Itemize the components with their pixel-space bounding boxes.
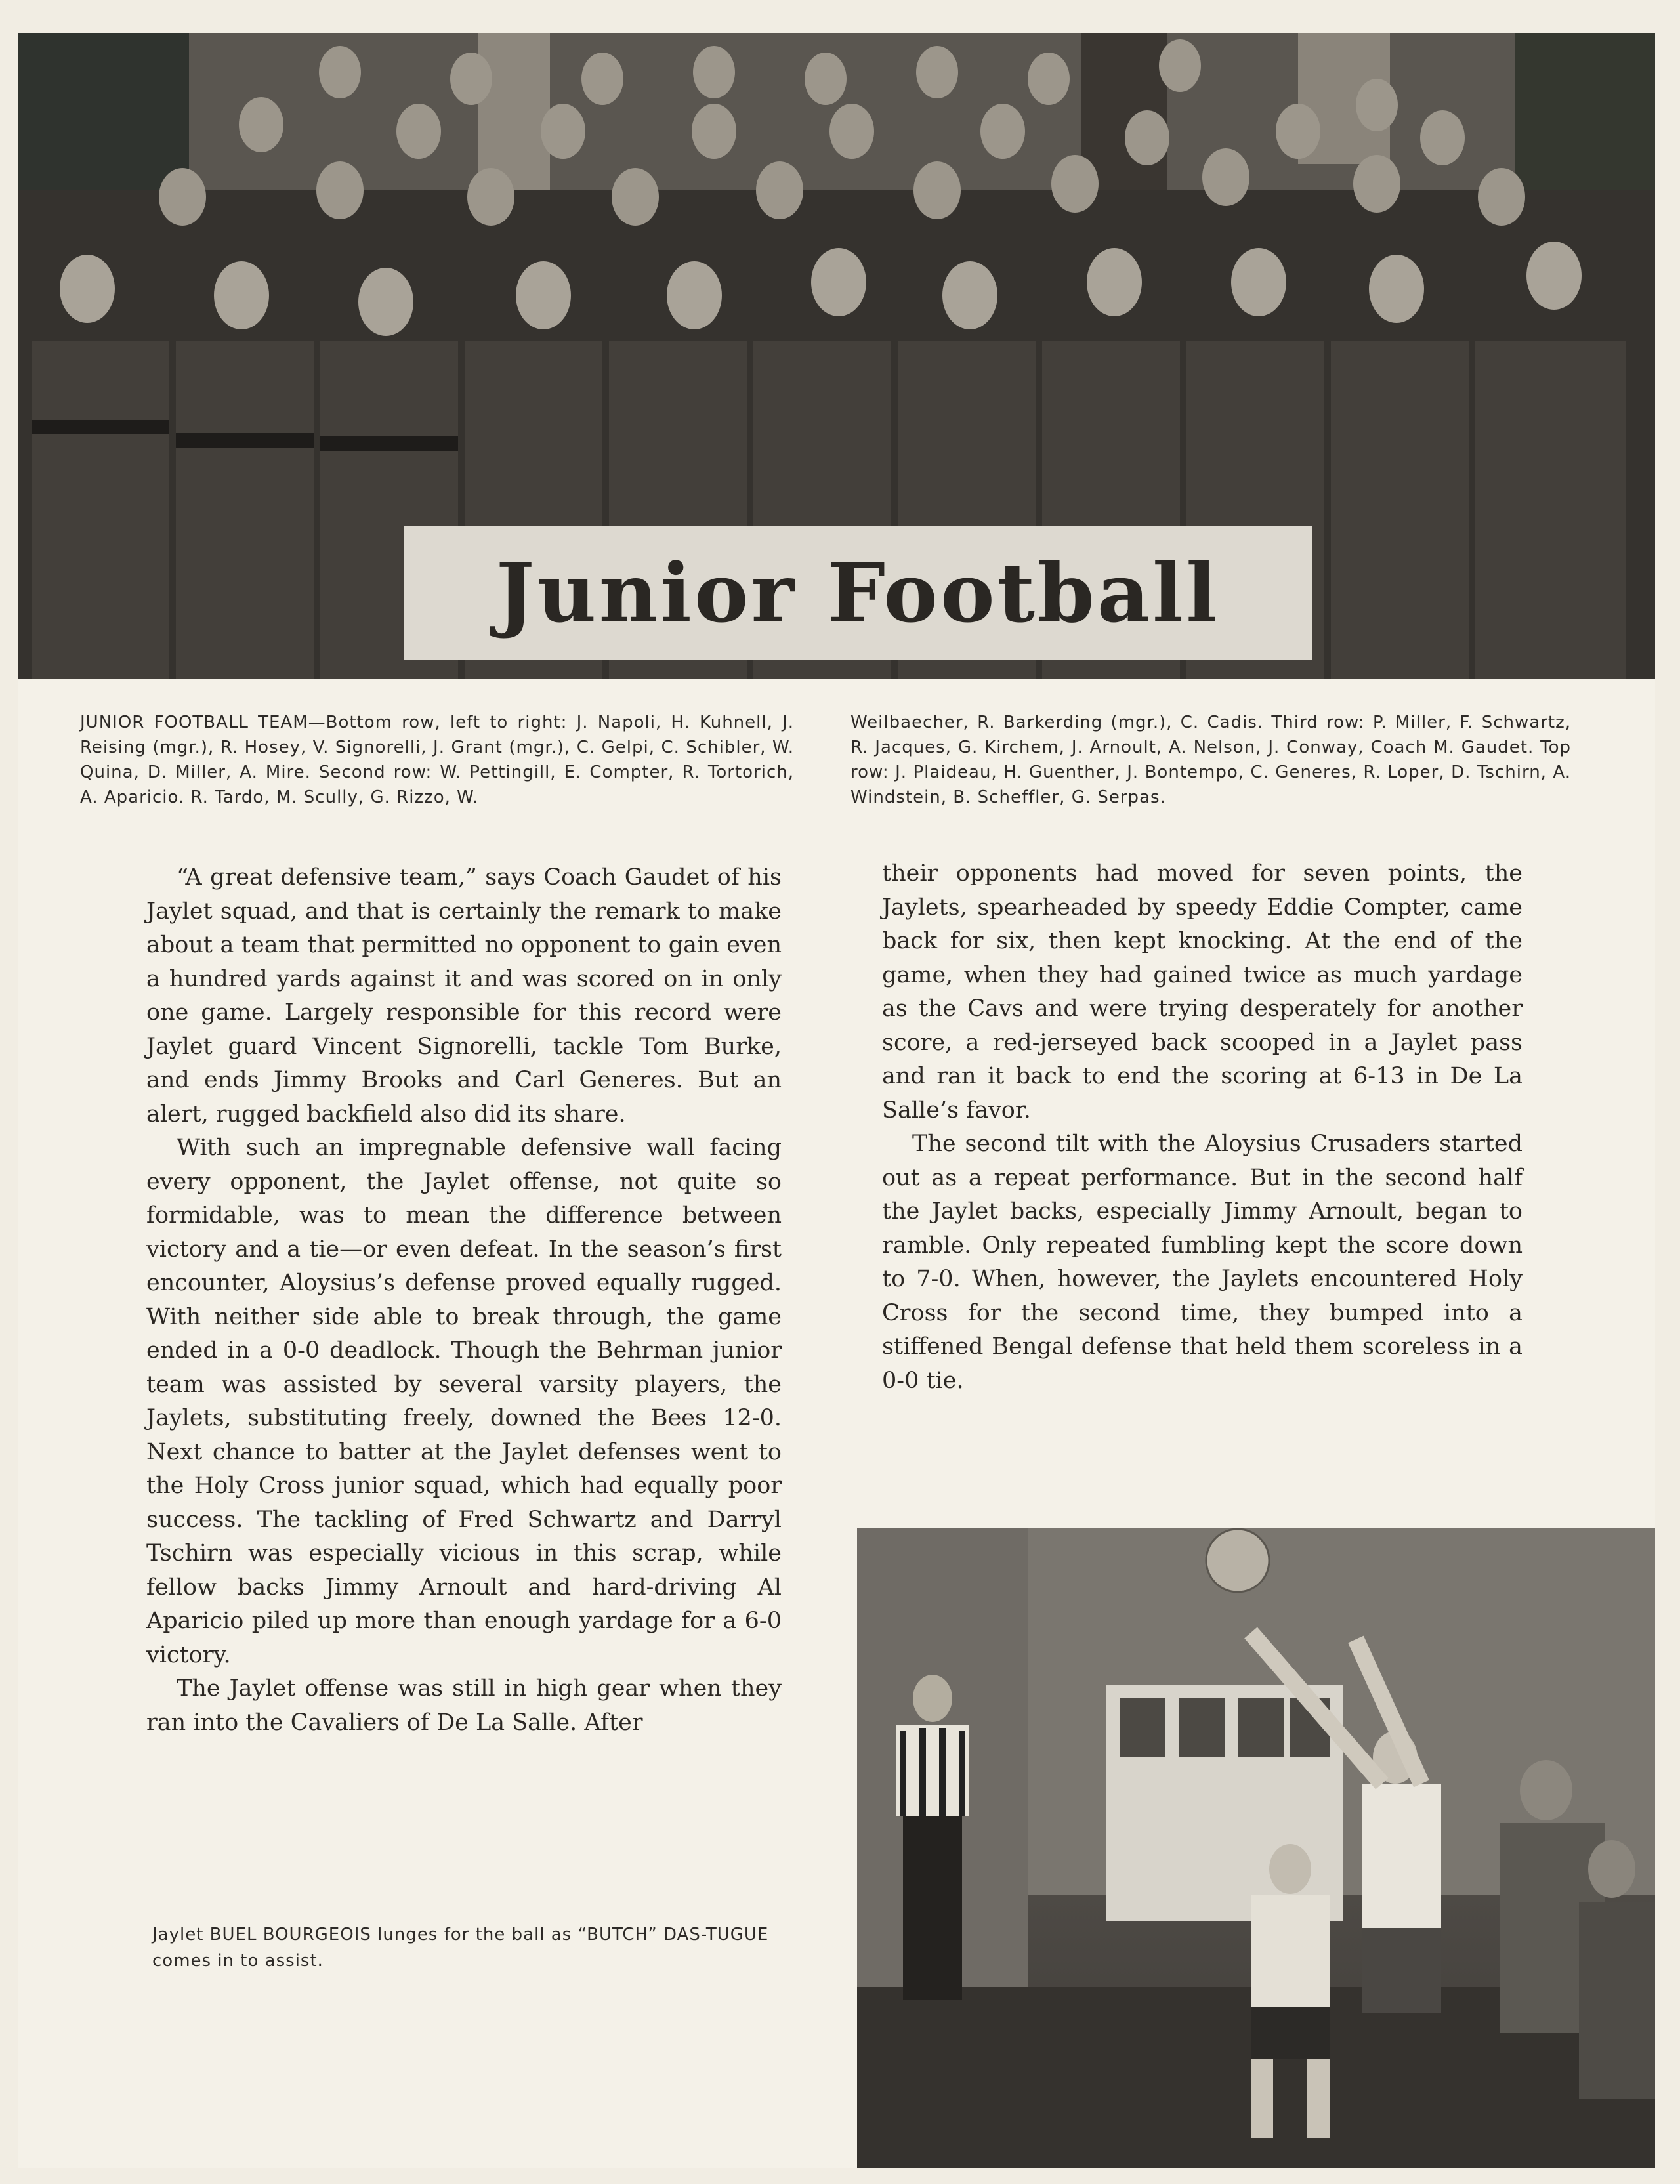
- article-column-left: [146, 861, 782, 1740]
- basketball-photo-graphic: [857, 1528, 1655, 2168]
- article-paragraph: “A great defensive team,” says Coach Gaudet of his Jaylet squad, and that is certainly the remark to make about a team that permitted no opponent to gain even a hundred yards against it and was scored on in only one game. Largely responsible for this record were Jaylet guard Vincent Signorelli, tackle Tom Burke, and ends Jimmy Brooks and Carl Generes. But an alert, rugged backfield also did its share.: [146, 864, 782, 1127]
- article-paragraph: With such an impregnable defensive wall facing every opponent, the Jaylet offense, not quite so formidable, was to mean the difference between victory and a tie—or even defeat. In the season’s first encounter, Aloysius’s defense proved equally rugged. With neither side able to break through, the game ended in a 0-0 deadlock. Though the Behrman junior team was assisted by several varsity players, the Jaylets, substituting freely, downed the Bees 12-0. Next chance to batter at the Jaylet defenses went to the Holy Cross junior squad, which had equally poor success. The tackling of Fred Schwartz and Darryl Tschirn was especially vicious in this scrap, while fellow backs Jimmy Arnoult and hard-driving Al Aparicio piled up more than enough yardage for a 6-0 victory.: [146, 1135, 782, 1668]
- basketball-photo: [857, 1528, 1655, 2168]
- page-title: Junior Football: [495, 545, 1220, 641]
- team-caption-right: Weilbaecher, R. Barkerding (mgr.), C. Cadis. Third row: P. Miller, F. Schwartz, R. Jacques, G. Kirchem, J. Arnoult, A. Nelson, J. Conway, Coach M. Gaudet. Top row: J. Plaideau, H. Guenther, J. Bontempo, C. Generes, R. Loper, D. Tschirn, A. Windstein, B. Scheffler, G. Serpas.: [850, 713, 1571, 807]
- basketball-caption: Jaylet BUEL BOURGEOIS lunges for the ball as “BUTCH” DAS-TUGUE comes in to assist.: [152, 1925, 769, 1971]
- article-paragraph: The second tilt with the Aloysius Crusaders started out as a repeat performance. But in the second half the Jaylet backs, especially Jimmy Arnoult, began to ramble. Only repeated fumbling kept the score down to 7-0. When, however, the Jaylets encountered Holy Cross for the second time, they bumped into a stiffened Bengal defense that held them scoreless in a 0-0 tie.: [882, 1131, 1522, 1394]
- article-paragraph: their opponents had moved for seven points, the Jaylets, spearheaded by speedy Eddie Compter, came back for six, then kept knocking. At the end of the game, when they had gained twice as much yardage as the Cavs and were trying desperately for another score, a red-jerseyed back scooped in a Jaylet pass and ran it back to end the scoring at 6-13 in De La Salle’s favor.: [882, 860, 1522, 1124]
- title-box: [404, 526, 1312, 660]
- article-paragraph: The Jaylet offense was still in high gear when they ran into the Cavaliers of De La Salle. After: [146, 1675, 782, 1736]
- team-caption-left: JUNIOR FOOTBALL TEAM—Bottom row, left to right: J. Napoli, H. Kuhnell, J. Reising (mgr.), R. Hosey, V. Signorelli, J. Grant (mgr.), C. Gelpi, C. Schibler, W. Quina, D. Miller, A. Mire. Second row: W. Pettingill, E. Compter, R. Tortorich, A. Aparicio. R. Tardo, M. Scully, G. Rizzo, W.: [80, 713, 794, 807]
- team-photo: [18, 33, 1655, 679]
- article-column-right: [882, 857, 1522, 1398]
